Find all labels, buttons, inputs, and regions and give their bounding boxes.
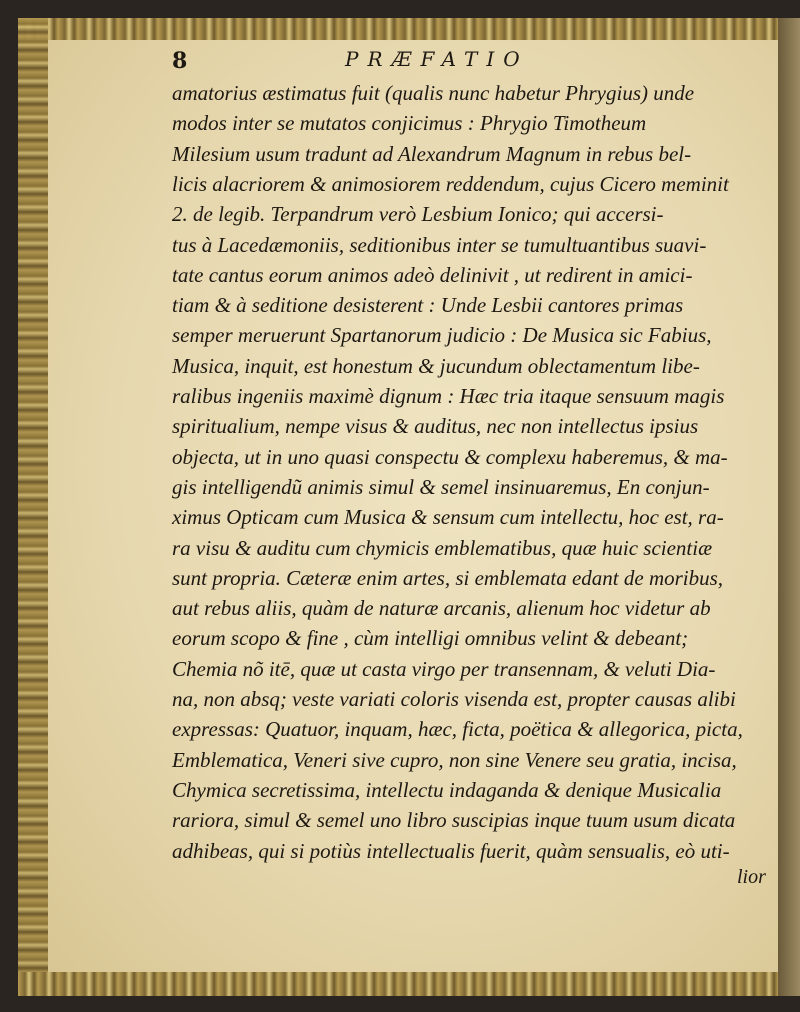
text-line: spiritualium, nempe visus & auditus, nec non intellectus ipsius (172, 414, 699, 439)
decorative-border-top (18, 18, 778, 40)
text-line: objecta, ut in uno quasi conspectu & complexu haberemus, & ma- (172, 444, 728, 469)
text-line: na, non absq; veste variati coloris visenda est, propter causas alibi (172, 687, 736, 711)
text-line: Milesium usum tradunt ad Alexandrum Magnum in rebus bel- (172, 141, 692, 166)
text-line: tate cantus eorum animos adeò delinivit , ut redirent in amici- (172, 262, 693, 287)
text-line: adhibeas, qui si potiùs intellectualis fuerit, quàm sensualis, eò uti- (172, 838, 730, 863)
text-line: ralibus ingeniis maximè dignum : Hæc tria itaque sensuum magis (172, 384, 725, 408)
page-edge-right (778, 18, 800, 996)
text-line: sunt propria. Cæteræ enim artes, si emblemata edant de moribus, (172, 565, 724, 590)
text-line: eorum scopo & fine , cùm intelligi omnibus velint & debeant; (172, 626, 689, 651)
running-header: PRÆFATIO (345, 47, 529, 71)
text-line: licis alacriorem & animosiorem reddendum, cujus Cicero meminit (172, 171, 729, 196)
text-line: semper meruerunt Spartanorum judicio : De Musica sic Fabius, (172, 323, 712, 348)
text-line: aut rebus aliis, quàm de naturæ arcanis, alienum hoc videtur ab (172, 596, 711, 621)
page-number: 8 (172, 48, 188, 74)
text-line: expressas: Quatuor, inquam, hæc, ficta, poëtica & allegorica, picta, (172, 717, 743, 742)
text-line: Chymica secretissima, intellectu indaganda & denique Musicalia (172, 777, 722, 802)
text-line: Musica, inquit, est honestum & jucundum oblectamentum libe- (172, 353, 700, 378)
text-line: modos inter se mutatos conjicimus : Phrygio Timotheum (172, 111, 647, 136)
text-line: ra visu & auditu cum chymicis emblematibus, quæ huic scientiæ (172, 535, 713, 560)
catchword: lior (737, 866, 766, 888)
text-line: rariora, simul & semel uno libro suscipias inque tuum usum dicata (172, 808, 736, 833)
text-line: Emblematica, Veneri sive cupro, non sine Venere seu gratia, incisa, (172, 747, 737, 772)
decorative-border-left (18, 18, 48, 988)
text-line: tiam & à seditione desisterent : Unde Lesbii cantores primas (172, 293, 684, 318)
text-line: ximus Opticam cum Musica & sensum cum intellectu, hoc est, ra- (172, 505, 724, 530)
text-line: gis intelligendũ animis simul & semel insinuaremus, En conjun- (172, 474, 710, 499)
text-line: 2. de legib. Terpandrum verò Lesbium Ionico; qui accersi- (172, 202, 664, 227)
text-line: tus à Lacedæmoniis, seditionibus inter se tumultuantibus suavi- (172, 232, 707, 257)
text-line: Chemia nõ itē, quæ ut casta virgo per transennam, & veluti Dia- (172, 656, 716, 681)
text-line: amatorius æstimatus fuit (qualis nunc habetur Phrygius) unde (172, 81, 695, 105)
decorative-border-bottom (18, 972, 778, 996)
